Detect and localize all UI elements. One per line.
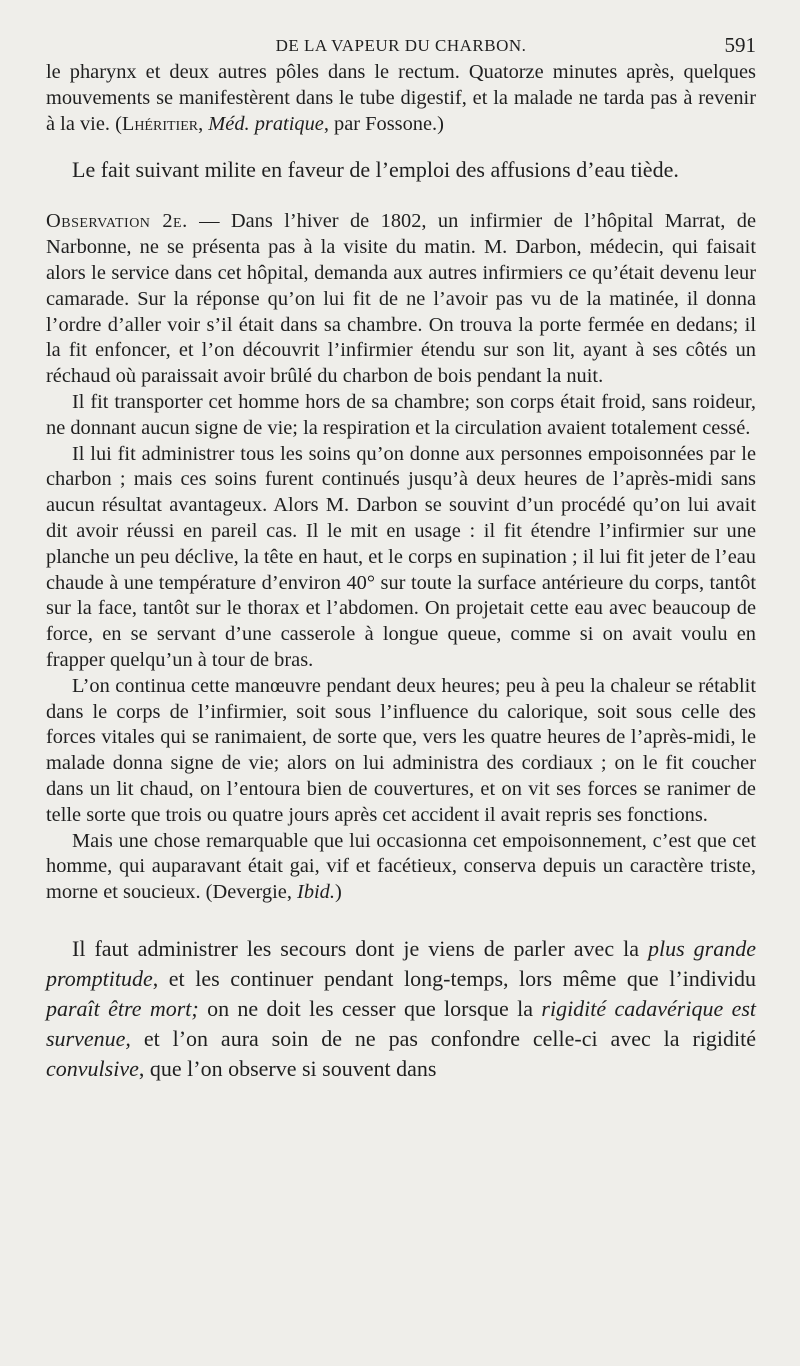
paragraph-8-italic-3: rigidité cadavérique est survenue, [46,995,757,1051]
paragraph-5: Il lui fit administrer tous les soins qu’on donne aux personnes empoisonnées par le charbon ; mais ces soins furent continués jusqu’à deux heures de l’après-midi sans aucun résultat avantageux. Alors M. Darbon se souvint d’un procédé qu’on lui avait dit avoir réussi en pareil cas. Il le mit en usage : il fit étendre l’infirmier sur une planche un peu déclive, la tête en haut, et le corps en supination ; il lui fit jeter de l’eau chaude à une température d’environ 40° sur toute la surface antérieure du corps, tantôt sur la face, tantôt sur le thorax et l’abdomen. On projetait cette eau avec beaucoup de force, en se servant d’une casserole à longue queue, comme si on avait voulu en frapper quelqu’un à tour de bras. [46,442,756,671]
citation-separator: , [198,112,209,135]
citation-author: Lhéritier [121,112,199,135]
observation-paragraph [46,209,756,390]
paragraph-8-italic-4: convulsive [46,1055,139,1081]
paragraph-8-text-2: , et les continuer pendant long-temps, lors même que l’individu [152,965,756,991]
paragraph-1-text: le pharynx et deux autres pôles dans le rectum. Quatorze minutes après, quelques mouvements se manifestèrent dans le tube digestif, et la malade ne tarda pas à revenir à la vie. ( [46,61,756,135]
paragraph-8-text-3: on ne doit les cesser que lorsque la [198,995,542,1021]
observation-text: — Dans l’hiver de 1802, un infirmier de l’hôpital Marrat, de Narbonne, ne se présenta pas à la visite du matin. M. Darbon, médecin, qui faisait alors le service dans cet hôpital, demanda aux autres infirmiers ce qu’était devenu leur camarade. Sur la réponse qu’on lui fit de ne l’avoir pas vu de la matinée, il donna l’ordre d’aller voir s’il était dans sa chambre. On trouva la porte fermée en dedans; il la fit enfoncer, et l’on découvrit l’infirmier étendu sur son lit, ayant à ses côtés un réchaud où paraissait avoir brûlé du charbon de bois pendant la nuit. [46,210,757,388]
citation-title: Méd. pratique [208,112,324,135]
paragraph-1 [46,60,756,137]
paragraph-8 [46,934,756,1084]
paragraph-2: Le fait suivant milite en faveur de l’emploi des affusions d’eau tiède. [72,157,679,183]
running-header [46,30,756,58]
page-number: 591 [724,33,756,57]
paragraph-8-italic-1: plus grande promptitude [46,935,756,991]
citation-suffix: , par Fossone.) [323,112,444,135]
citation-ibid: Ibid. [297,881,335,904]
paragraph-7 [46,829,756,906]
paragraph-4: Il fit transporter cet homme hors de sa chambre; son corps était froid, sans roideur, ne donnant aucun signe de vie; la respiration et la circulation avaient totalement cessé. [46,390,756,439]
paragraph-8-text-4: et l’on aura soin de ne pas confondre celle-ci avec la rigidité [130,1025,756,1051]
paragraph-8-text-1: Il faut administrer les secours dont je viens de parler avec la [72,935,648,961]
paragraph-8-italic-2: paraît être mort; [46,995,199,1021]
paragraph-7-suffix: ) [334,881,342,904]
paragraph-8-text-5: , que l’on observe si souvent dans [138,1055,437,1081]
paragraph-6: L’on continua cette manœuvre pendant deux heures; peu à peu la chaleur se rétablit dans le corps de l’infirmier, soit sous l’influence du calorique, soit sous celle des forces vitales qui se ranimaient, de sorte que, vers les quatre heures de l’après-midi, le malade donna signe de vie; alors on lui administra des cordiaux ; on le fit coucher dans un lit chaud, on l’entoura bien de couvertures, et on vit ses forces se ranimer de telle sorte que trois ou quatre jours après cet accident il avait repris ses fonctions. [46,674,756,826]
observation-label: Observation 2e. [46,210,188,233]
paragraph-7-text: Mais une chose remarquable que lui occasionna cet empoisonnement, c’est que cet homme, qui auparavant était gai, vif et facétieux, conserva depuis un caractère triste, morne et soucieux. (Devergie, [46,829,756,904]
page-title: DE LA VAPEUR DU CHARBON. [275,36,527,55]
